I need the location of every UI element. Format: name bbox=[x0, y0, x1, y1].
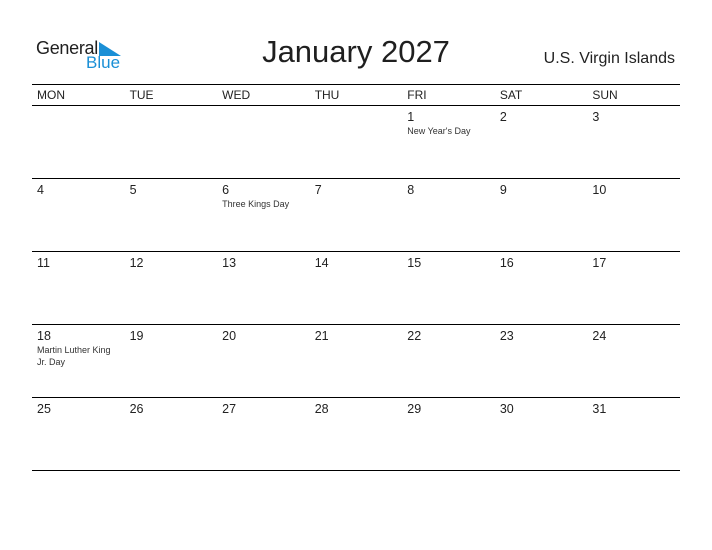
day-cell bbox=[310, 325, 403, 397]
day-cell bbox=[32, 252, 125, 324]
day-cell bbox=[402, 252, 495, 324]
day-number: 15 bbox=[407, 256, 422, 270]
day-number: 12 bbox=[129, 256, 144, 270]
day-cell bbox=[125, 325, 218, 397]
holiday-label: Three Kings Day bbox=[222, 199, 290, 209]
week-row bbox=[32, 325, 680, 398]
day-cell bbox=[495, 325, 588, 397]
day-number: 26 bbox=[129, 402, 144, 416]
logo-word-general: General bbox=[36, 38, 98, 58]
day-cell bbox=[217, 106, 310, 178]
week-row bbox=[32, 179, 680, 252]
weekday-header-row bbox=[32, 84, 680, 106]
day-number: 7 bbox=[314, 183, 322, 197]
day-cell bbox=[217, 179, 310, 251]
day-number: 29 bbox=[407, 402, 422, 416]
day-number: 2 bbox=[499, 110, 507, 124]
weekday-header: SUN bbox=[592, 88, 618, 102]
day-cell bbox=[217, 252, 310, 324]
day-cell bbox=[125, 179, 218, 251]
day-number: 17 bbox=[592, 256, 607, 270]
day-cell bbox=[587, 325, 680, 397]
day-cell bbox=[587, 252, 680, 324]
day-number: 8 bbox=[407, 183, 415, 197]
day-number: 28 bbox=[314, 402, 329, 416]
day-number: 30 bbox=[499, 402, 514, 416]
weekday-header: MON bbox=[37, 88, 65, 102]
day-cell bbox=[587, 179, 680, 251]
day-cell bbox=[587, 106, 680, 178]
week-row bbox=[32, 398, 680, 471]
day-number: 6 bbox=[222, 183, 230, 197]
day-cell bbox=[125, 252, 218, 324]
day-cell bbox=[310, 106, 403, 178]
region-label: U.S. Virgin Islands bbox=[543, 50, 675, 67]
day-cell bbox=[310, 398, 403, 470]
day-number: 21 bbox=[314, 329, 329, 343]
holiday-label: New Year's Day bbox=[407, 126, 471, 136]
day-cell bbox=[310, 252, 403, 324]
day-number: 19 bbox=[129, 329, 144, 343]
day-cell bbox=[587, 398, 680, 470]
week-row bbox=[32, 252, 680, 325]
day-cell bbox=[217, 398, 310, 470]
week-row bbox=[32, 106, 680, 179]
day-number: 4 bbox=[37, 183, 44, 197]
day-cell bbox=[495, 179, 588, 251]
day-number: 10 bbox=[592, 183, 607, 197]
day-number: 11 bbox=[37, 256, 50, 270]
day-number: 1 bbox=[407, 110, 415, 124]
day-number: 16 bbox=[499, 256, 514, 270]
day-cell bbox=[32, 106, 125, 178]
weekday-header: WED bbox=[222, 88, 251, 102]
day-number: 22 bbox=[407, 329, 422, 343]
day-cell bbox=[310, 179, 403, 251]
calendar-title: January 2027 bbox=[262, 34, 450, 69]
day-number: 31 bbox=[592, 402, 607, 416]
day-cell bbox=[495, 252, 588, 324]
day-number: 23 bbox=[499, 329, 514, 343]
day-cell bbox=[125, 106, 218, 178]
day-number: 5 bbox=[129, 183, 137, 197]
day-cell bbox=[402, 325, 495, 397]
day-cell bbox=[32, 398, 125, 470]
weekday-header: THU bbox=[314, 88, 340, 102]
day-cell bbox=[32, 179, 125, 251]
day-cell bbox=[495, 398, 588, 470]
day-number: 3 bbox=[592, 110, 600, 124]
holiday-label: Martin Luther King Jr. Day bbox=[37, 345, 111, 367]
day-number: 27 bbox=[222, 402, 237, 416]
day-cell bbox=[125, 398, 218, 470]
day-number: 18 bbox=[37, 329, 51, 343]
day-cell bbox=[402, 179, 495, 251]
logo-word-blue: Blue bbox=[86, 53, 121, 72]
day-number: 9 bbox=[499, 183, 507, 197]
weekday-header: TUE bbox=[129, 88, 154, 102]
day-number: 20 bbox=[222, 329, 237, 343]
day-cell bbox=[217, 325, 310, 397]
day-number: 13 bbox=[222, 256, 237, 270]
day-cell bbox=[402, 106, 495, 178]
weekday-header: FRI bbox=[407, 88, 427, 102]
calendar-grid bbox=[32, 84, 680, 471]
weekday-header: SAT bbox=[499, 88, 523, 102]
day-cell bbox=[402, 398, 495, 470]
day-number: 25 bbox=[37, 402, 51, 416]
day-number: 14 bbox=[314, 256, 329, 270]
day-cell bbox=[32, 325, 125, 397]
day-number: 24 bbox=[592, 329, 607, 343]
day-cell bbox=[495, 106, 588, 178]
